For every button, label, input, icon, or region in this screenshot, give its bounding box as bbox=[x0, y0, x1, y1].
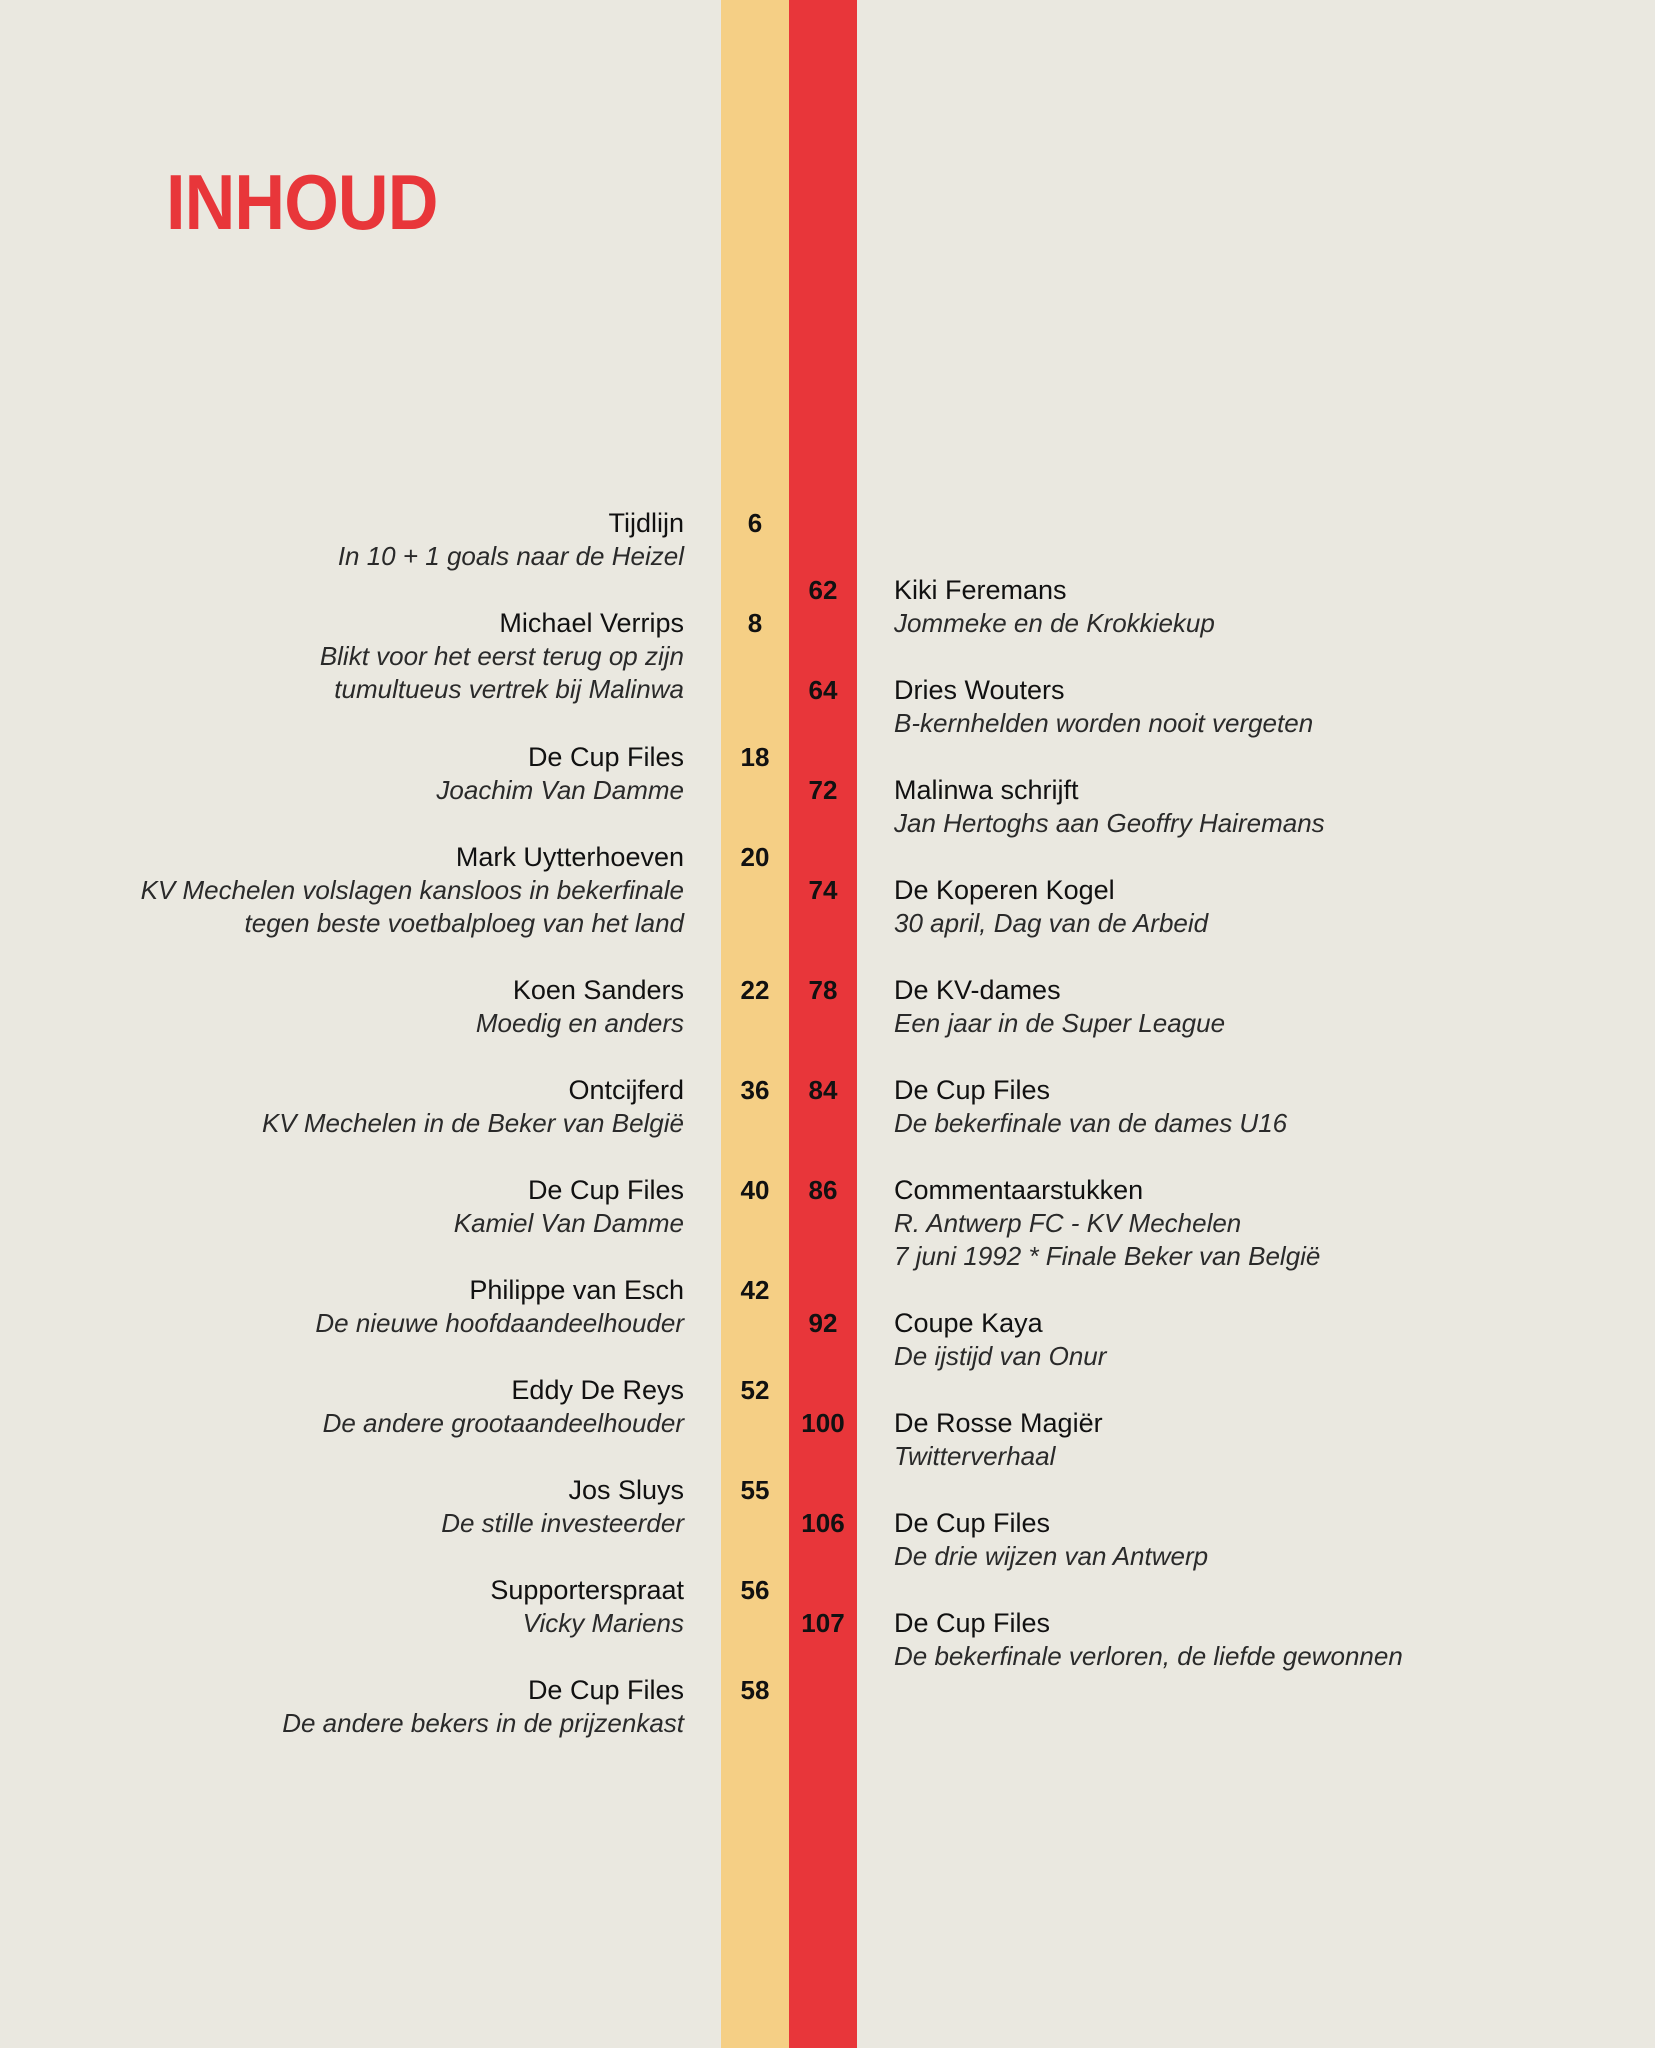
toc-entry-left[interactable] bbox=[441, 1474, 684, 1540]
toc-entry-subtitle: Een jaar in de Super League bbox=[894, 1008, 1226, 1038]
toc-page-number[interactable]: 6 bbox=[747, 508, 763, 538]
toc-entry-left[interactable] bbox=[320, 607, 684, 706]
toc-entry-subtitle: Vicky Mariens bbox=[522, 1608, 684, 1638]
toc-page-number[interactable]: 72 bbox=[808, 775, 838, 805]
toc-page-number[interactable]: 100 bbox=[801, 1408, 845, 1438]
toc-entry-subtitle: De andere grootaandeelhouder bbox=[322, 1408, 684, 1438]
toc-page-number[interactable]: 40 bbox=[740, 1175, 770, 1205]
toc-entry-left[interactable] bbox=[282, 1674, 684, 1740]
toc-page-number[interactable]: 84 bbox=[808, 1075, 838, 1105]
toc-entry-left[interactable] bbox=[436, 741, 684, 807]
toc-page-number[interactable]: 92 bbox=[808, 1308, 838, 1338]
toc-entry-subtitle: KV Mechelen in de Beker van België bbox=[261, 1108, 684, 1138]
yellow-stripe bbox=[721, 0, 789, 2048]
toc-page-number[interactable]: 8 bbox=[747, 608, 763, 638]
toc-page-number[interactable]: 74 bbox=[808, 875, 838, 905]
toc-entry-left[interactable] bbox=[338, 507, 684, 573]
toc-entry-left[interactable] bbox=[315, 1274, 684, 1340]
toc-entry-subtitle: De stille investeerder bbox=[441, 1508, 684, 1538]
toc-entry-title: Coupe Kaya bbox=[894, 1308, 1043, 1338]
red-stripe bbox=[789, 0, 857, 2048]
toc-page-number[interactable]: 36 bbox=[740, 1075, 770, 1105]
toc-entry-subtitle: De ijstijd van Onur bbox=[894, 1341, 1107, 1371]
toc-entry-right[interactable] bbox=[894, 974, 1225, 1040]
toc-entry-left[interactable] bbox=[141, 841, 684, 940]
toc-entry-subtitle: In 10 + 1 goals naar de Heizel bbox=[337, 541, 684, 571]
toc-entry-right[interactable] bbox=[894, 1607, 1403, 1673]
toc-entry-subtitle: KV Mechelen volslagen kansloos in bekerfinale tegen beste voetbalploeg van het land bbox=[140, 875, 684, 938]
toc-page-number[interactable]: 64 bbox=[808, 675, 838, 705]
toc-entry-title: De KV-dames bbox=[894, 975, 1061, 1005]
toc-entry-title: De Rosse Magiër bbox=[894, 1408, 1103, 1438]
toc-entry-title: Jos Sluys bbox=[568, 1475, 684, 1505]
toc-entry-subtitle: Jommeke en de Krokkiekup bbox=[894, 608, 1215, 638]
toc-entry-title: Mark Uytterhoeven bbox=[455, 842, 684, 872]
toc-entry-title: Michael Verrips bbox=[499, 608, 684, 638]
toc-entry-subtitle: De bekerfinale van de dames U16 bbox=[894, 1108, 1288, 1138]
toc-entry-left[interactable] bbox=[323, 1374, 684, 1440]
toc-entry-right[interactable] bbox=[894, 874, 1208, 940]
toc-entry-title: De Cup Files bbox=[527, 1675, 684, 1705]
toc-entry-title: Kiki Feremans bbox=[894, 575, 1067, 605]
toc-entry-title: Tijdlijn bbox=[608, 508, 684, 538]
toc-entry-title: De Koperen Kogel bbox=[894, 875, 1115, 905]
toc-entry-subtitle: B-kernhelden worden nooit vergeten bbox=[894, 708, 1314, 738]
toc-entry-title: De Cup Files bbox=[527, 742, 684, 772]
toc-entry-right[interactable] bbox=[894, 1407, 1103, 1473]
toc-entry-subtitle: De bekerfinale verloren, de liefde gewonnen bbox=[894, 1641, 1403, 1671]
toc-entry-title: Supporterspraat bbox=[490, 1575, 684, 1605]
toc-entry-left[interactable] bbox=[454, 1174, 684, 1240]
toc-entry-left[interactable] bbox=[476, 974, 684, 1040]
toc-entry-right[interactable] bbox=[894, 674, 1313, 740]
toc-entry-subtitle: De drie wijzen van Antwerp bbox=[894, 1541, 1209, 1571]
toc-entry-title: De Cup Files bbox=[894, 1075, 1051, 1105]
toc-entry-title: Ontcijferd bbox=[568, 1075, 684, 1105]
toc-page-number[interactable]: 55 bbox=[740, 1475, 770, 1505]
toc-entry-left[interactable] bbox=[262, 1074, 684, 1140]
toc-entry-title: Philippe van Esch bbox=[469, 1275, 684, 1305]
toc-entry-right[interactable] bbox=[894, 1307, 1106, 1373]
toc-entry-title: Koen Sanders bbox=[512, 975, 684, 1005]
toc-entry-right[interactable] bbox=[894, 574, 1215, 640]
toc-entry-subtitle: Blikt voor het eerst terug op zijn tumultueus vertrek bij Malinwa bbox=[319, 641, 684, 704]
toc-entry-subtitle: De nieuwe hoofdaandeelhouder bbox=[315, 1308, 684, 1338]
toc-entry-title: De Cup Files bbox=[894, 1508, 1051, 1538]
toc-entry-title: Malinwa schrijft bbox=[894, 775, 1079, 805]
toc-page-number[interactable]: 106 bbox=[801, 1508, 845, 1538]
toc-entry-title: De Cup Files bbox=[527, 1175, 684, 1205]
toc-entry-subtitle: Twitterverhaal bbox=[894, 1441, 1056, 1471]
toc-entry-subtitle: Moedig en anders bbox=[475, 1008, 684, 1038]
toc-page-number[interactable]: 52 bbox=[740, 1375, 770, 1405]
toc-page-number[interactable]: 62 bbox=[808, 575, 838, 605]
toc-page-number[interactable]: 18 bbox=[740, 742, 770, 772]
toc-page-number[interactable]: 42 bbox=[740, 1275, 770, 1305]
toc-entry-subtitle: Joachim Van Damme bbox=[436, 775, 684, 805]
toc-page-number[interactable]: 107 bbox=[801, 1608, 845, 1638]
toc-entry-subtitle: Kamiel Van Damme bbox=[453, 1208, 684, 1238]
toc-entry-left[interactable] bbox=[490, 1574, 684, 1640]
toc-entry-right[interactable] bbox=[894, 1507, 1208, 1573]
toc-page-number[interactable]: 22 bbox=[740, 975, 770, 1005]
toc-entry-subtitle: De andere bekers in de prijzenkast bbox=[282, 1708, 684, 1738]
toc-entry-title: De Cup Files bbox=[894, 1608, 1051, 1638]
toc-entry-right[interactable] bbox=[894, 774, 1325, 840]
toc-entry-subtitle: 30 april, Dag van de Arbeid bbox=[894, 908, 1209, 938]
toc-entry-right[interactable] bbox=[894, 1174, 1320, 1273]
toc-page-number[interactable]: 86 bbox=[808, 1175, 838, 1205]
toc-entry-subtitle: R. Antwerp FC - KV Mechelen 7 juni 1992 * Finale Beker van België bbox=[894, 1208, 1321, 1271]
page-title: INHOUD bbox=[166, 158, 438, 246]
toc-entry-title: Commentaarstukken bbox=[894, 1175, 1144, 1205]
toc-page-number[interactable]: 20 bbox=[740, 842, 770, 872]
toc-page-number[interactable]: 78 bbox=[808, 975, 838, 1005]
toc-entry-title: Dries Wouters bbox=[894, 675, 1065, 705]
toc-page-number[interactable]: 58 bbox=[740, 1675, 770, 1705]
toc-entry-title: Eddy De Reys bbox=[511, 1375, 684, 1405]
toc-page-number[interactable]: 56 bbox=[740, 1575, 770, 1605]
toc-entry-subtitle: Jan Hertoghs aan Geoffry Hairemans bbox=[894, 808, 1325, 838]
toc-entry-right[interactable] bbox=[894, 1074, 1287, 1140]
